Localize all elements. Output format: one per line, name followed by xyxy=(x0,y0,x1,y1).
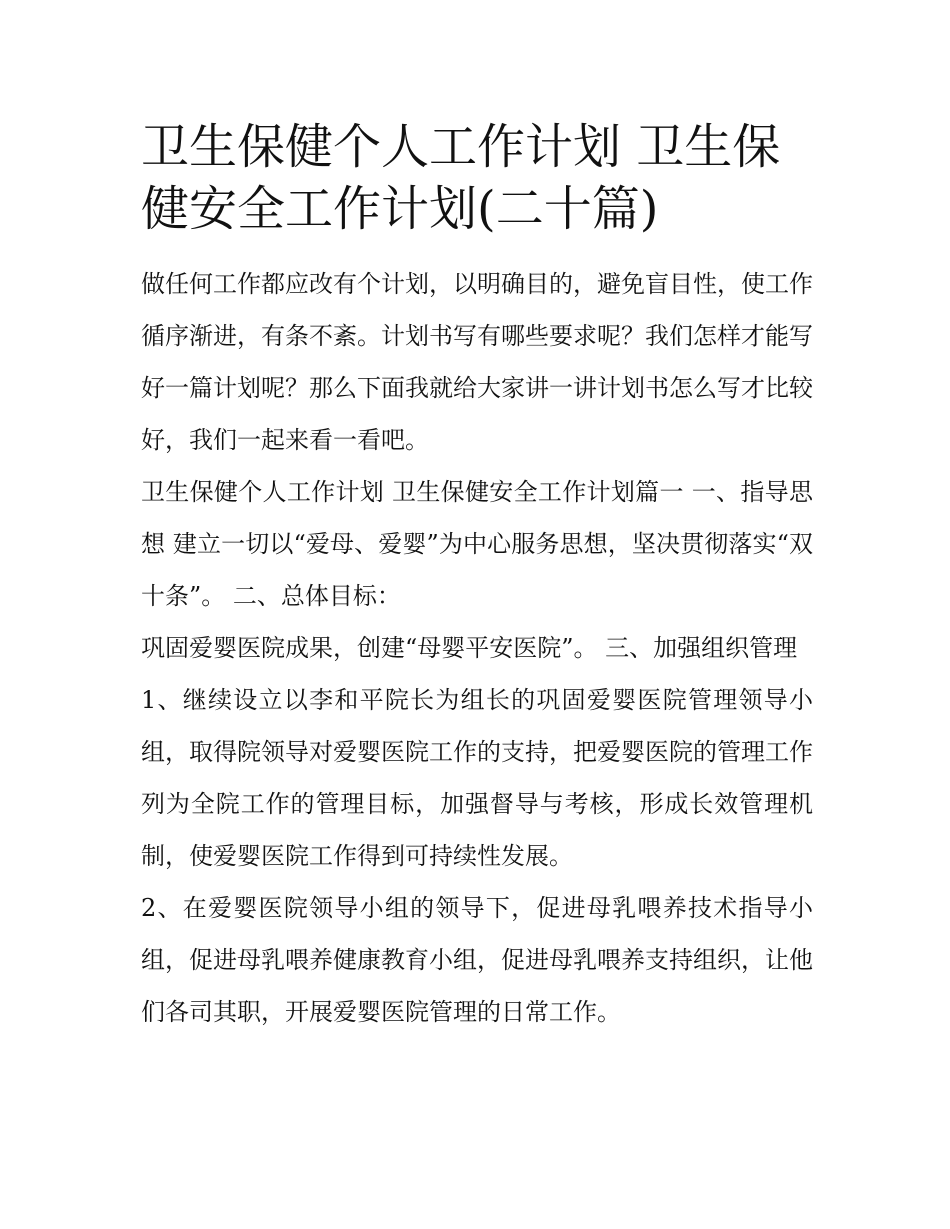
paragraph-goal: 巩固爱婴医院成果，创建“母婴平安医院”。 三、加强组织管理 xyxy=(141,634,798,662)
paragraph-item-2: 2、在爱婴医院领导小组的领导下，促进母乳喂养技术指导小组，促进母乳喂养健康教育小组，促进母乳喂养支持组织，让他们各司其职，开展爱婴医院管理的日常工作。 xyxy=(141,894,813,1026)
document-content xyxy=(141,116,813,1038)
paragraph-intro: 做任何工作都应改有个计划，以明确目的，避免盲目性，使工作循序渐进，有条不紊。计划书写有哪些要求呢？我们怎样才能写好一篇计划呢？那么下面我就给大家讲一讲计划书怎么写才比较好，我们一起来看一看吧。 xyxy=(141,270,813,454)
paragraph-item-1: 1、继续设立以李和平院长为组长的巩固爱婴医院管理领导小组，取得院领导对爱婴医院工作的支持，把爱婴医院的管理工作列为全院工作的管理目标，加强督导与考核，形成长效管理机制，使爱婴医院工作得到可持续性发展。 xyxy=(141,686,813,870)
document-title: 卫生保健个人工作计划 卫生保健安全工作计划(二十篇) xyxy=(141,119,781,237)
paragraph-section-one: 卫生保健个人工作计划 卫生保健安全工作计划篇一 一、指导思想 建立一切以“爱母、爱婴”为中心服务思想，坚决贯彻落实“双十条”。 二、总体目标： xyxy=(141,478,813,610)
